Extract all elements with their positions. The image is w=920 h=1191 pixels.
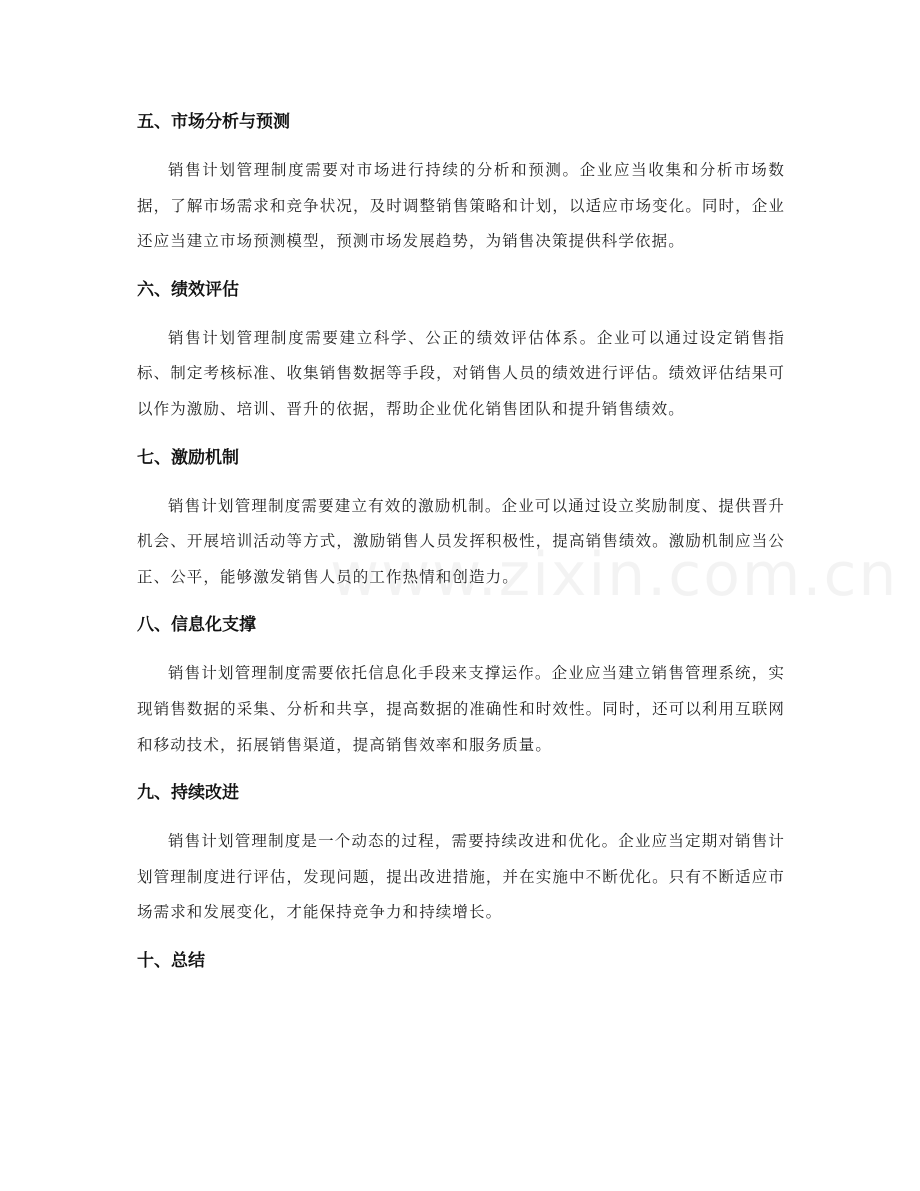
section-summary xyxy=(137,944,785,978)
section-title: 五、市场分析与预测 xyxy=(137,112,290,132)
section-market-analysis xyxy=(137,105,785,260)
section-paragraph: 销售计划管理制度需要依托信息化手段来支撑运作。企业应当建立销售管理系统，实现销售数据的采集、分析和共享，提高数据的准确性和时效性。同时，还可以利用互联网和移动技术，拓展销售渠道，提高销售效率和服务质量。 xyxy=(137,664,785,754)
section-performance-evaluation xyxy=(137,273,785,428)
section-paragraph: 销售计划管理制度需要建立科学、公正的绩效评估体系。企业可以通过设定销售指标、制定考核标准、收集销售数据等手段，对销售人员的绩效进行评估。绩效评估结果可以作为激励、培训、晋升的依据，帮助企业优化销售团队和提升销售绩效。 xyxy=(137,328,785,418)
section-title: 六、绩效评估 xyxy=(137,279,239,300)
section-information-support xyxy=(137,608,785,763)
section-title: 八、信息化支撑 xyxy=(137,615,256,636)
section-paragraph: 销售计划管理制度需要对市场进行持续的分析和预测。企业应当收集和分析市场数据，了解市场需求和竞争状况，及时调整销售策略和计划，以适应市场变化。同时，企业还应当建立市场预测模型，预测市场发展趋势，为销售决策提供科学依据。 xyxy=(137,161,785,251)
section-title: 九、持续改进 xyxy=(137,783,239,804)
section-title: 七、激励机制 xyxy=(137,447,239,468)
document-content xyxy=(137,105,785,978)
section-paragraph: 销售计划管理制度需要建立有效的激励机制。企业可以通过设立奖励制度、提供晋升机会、开展培训活动等方式，激励销售人员发挥积极性，提高销售绩效。激励机制应当公正、公平，能够激发销售人员的工作热情和创造力。 xyxy=(137,496,785,586)
section-paragraph: 销售计划管理制度是一个动态的过程，需要持续改进和优化。企业应当定期对销售计划管理制度进行评估，发现问题，提出改进措施，并在实施中不断优化。只有不断适应市场需求和发展变化，才能保持竞争力和持续增长。 xyxy=(137,832,785,922)
section-title: 十、总结 xyxy=(137,950,205,971)
section-incentive-mechanism xyxy=(137,441,785,596)
section-continuous-improvement xyxy=(137,776,785,931)
